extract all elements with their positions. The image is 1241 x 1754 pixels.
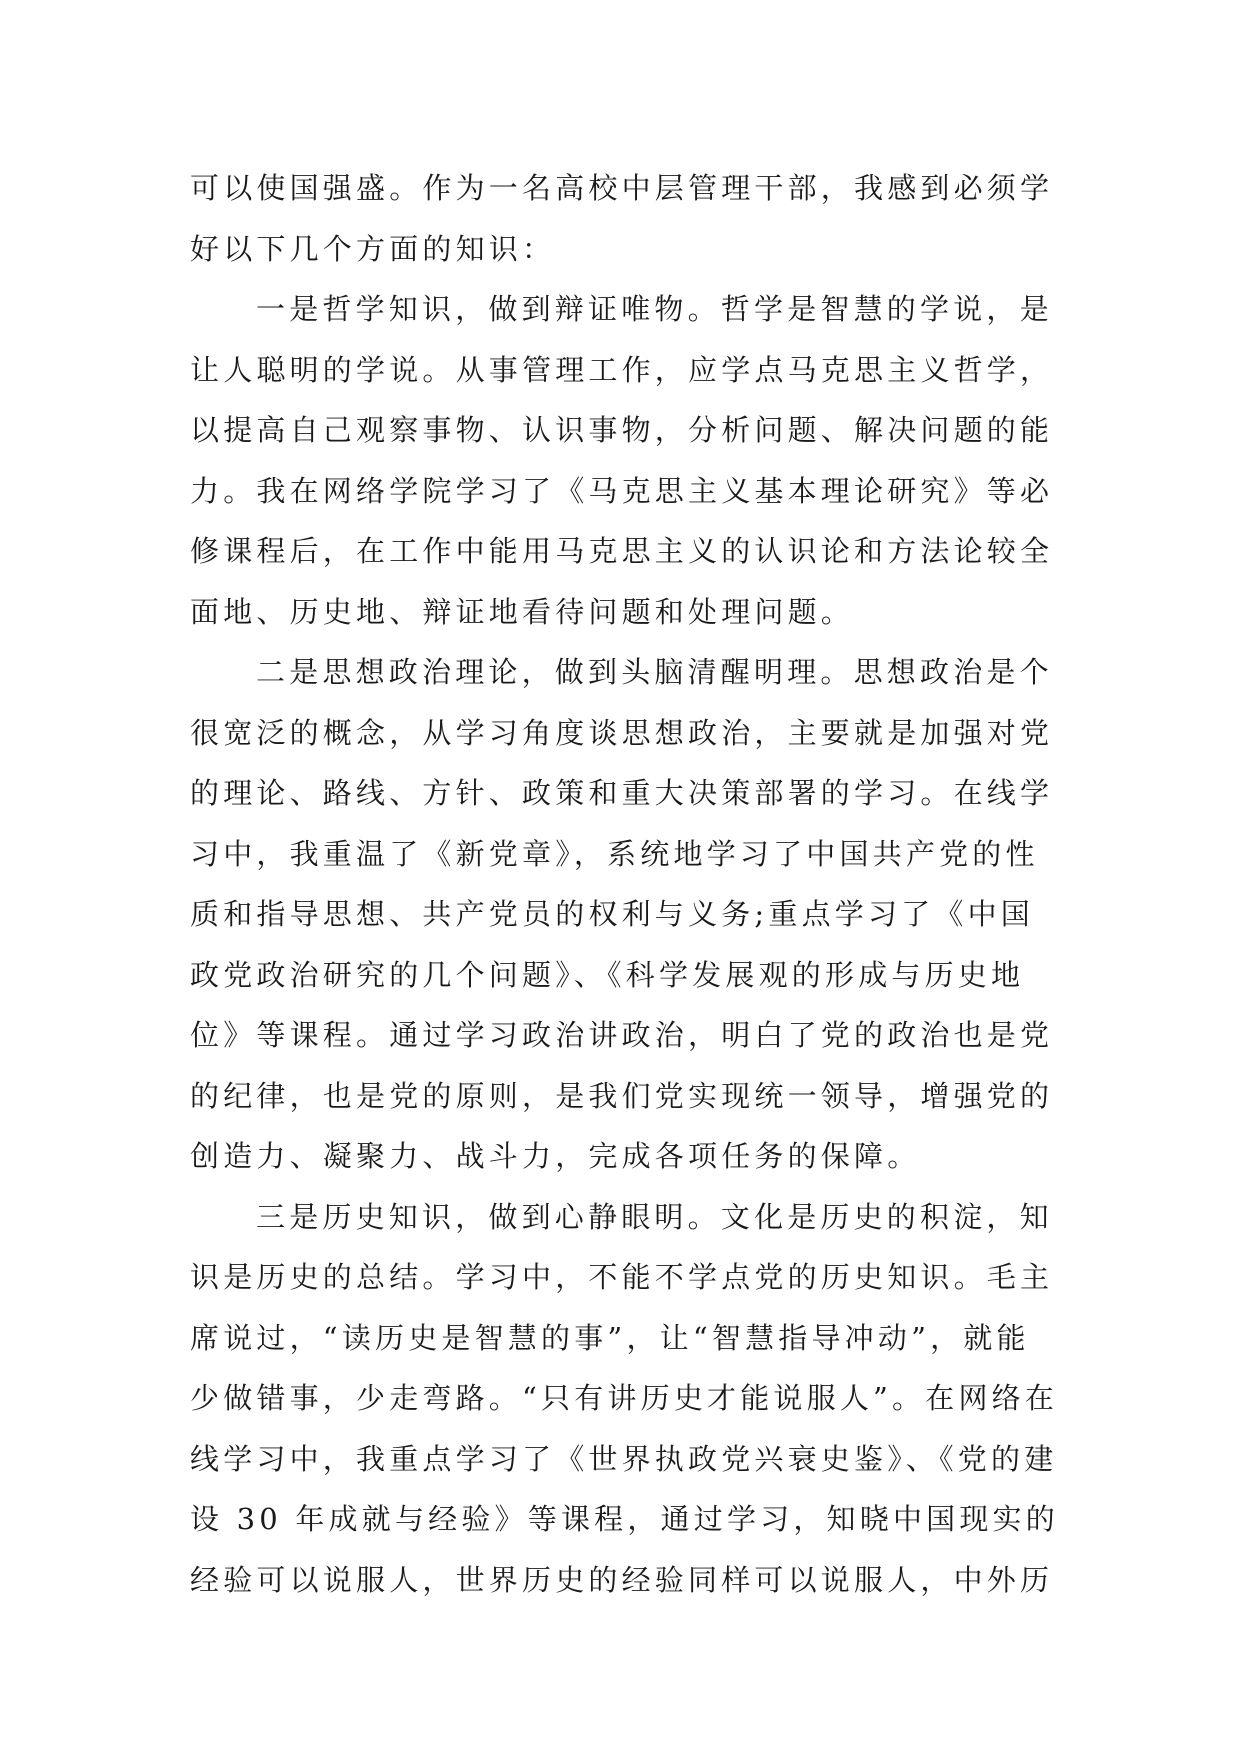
text-line: 位》等课程。通过学习政治讲政治，明白了党的政治也是党 bbox=[190, 1018, 1054, 1052]
text-line: 少做错事，少走弯路。“只有讲历史才能说服人”。在网络在 bbox=[190, 1381, 1059, 1415]
text-line: 创造力、凝聚力、战斗力，完成各项任务的保障。 bbox=[190, 1139, 921, 1173]
text-line: 质和指导思想、共产党员的权利与义务;重点学习了《中国 bbox=[190, 897, 1034, 931]
paragraph-first-line: 二是思想政治理论，做到头脑清醒明理。思想政治是个 bbox=[256, 655, 1053, 689]
text-line: 很宽泛的概念，从学习角度谈思想政治，主要就是加强对党 bbox=[190, 715, 1054, 750]
text-line: 线学习中，我重点学习了《世界执政党兴衰史鉴》、《党的建 bbox=[190, 1441, 1058, 1476]
text-line: 政党政治研究的几个问题》、《科学发展观的形成与历史地 bbox=[190, 957, 1025, 992]
text-line: 以提高自己观察事物、认识事物，分析问题、解决问题的能 bbox=[190, 413, 1054, 447]
text-line: 好以下几个方面的知识： bbox=[190, 231, 556, 266]
paragraph-first-line: 三是历史知识，做到心静眼明。文化是历史的积淀，知 bbox=[256, 1199, 1053, 1234]
text-line: 让人聪明的学说。从事管理工作，应学点马克思主义哲学， bbox=[190, 352, 1054, 387]
text-line: 席说过，“读历史是智慧的事”，让“智慧指导冲动”，就能 bbox=[190, 1320, 1030, 1355]
text-line: 的纪律，也是党的原则，是我们党实现统一领导，增强党的 bbox=[190, 1078, 1054, 1113]
text-line: 面地、历史地、辩证地看待问题和处理问题。 bbox=[190, 594, 855, 629]
document-body bbox=[190, 158, 1060, 1610]
text-line: 设 30 年成就与经验》等课程，通过学习，知晓中国现实的 bbox=[190, 1502, 1059, 1536]
text-line: 习中，我重温了《新党章》，系统地学习了中国共产党的性 bbox=[190, 836, 1039, 871]
text-line: 经验可以说服人，世界历史的经验同样可以说服人，中外历 bbox=[190, 1562, 1054, 1597]
text-line: 识是历史的总结。学习中，不能不学点党的历史知识。毛主 bbox=[190, 1260, 1054, 1294]
paragraph-first-line: 一是哲学知识，做到辩证唯物。哲学是智慧的学说，是 bbox=[256, 292, 1053, 326]
text-line: 的理论、路线、方针、政策和重大决策部署的学习。在线学 bbox=[190, 776, 1054, 810]
text-line: 可以使国强盛。作为一名高校中层管理干部，我感到必须学 bbox=[190, 171, 1054, 205]
text-line: 修课程后，在工作中能用马克思主义的认识论和方法论较全 bbox=[190, 534, 1054, 568]
text-line: 力。我在网络学院学习了《马克思主义基本理论研究》等必 bbox=[190, 473, 1054, 508]
